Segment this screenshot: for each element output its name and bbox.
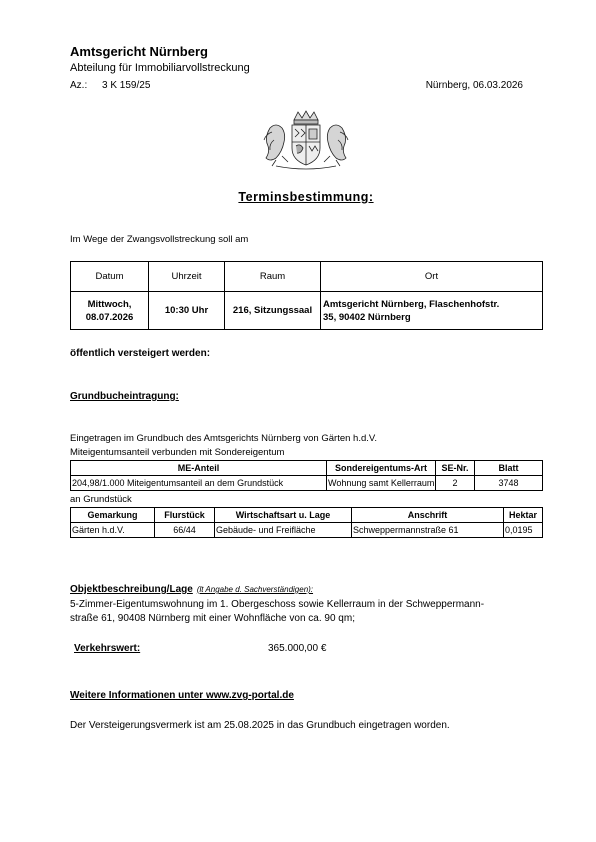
grundstueck-table	[70, 507, 543, 538]
header-uhrzeit: Uhrzeit	[149, 262, 225, 292]
objekt-heading	[70, 584, 313, 595]
table-header-row	[71, 508, 543, 523]
table-header-row	[71, 461, 543, 476]
court-name: Amtsgericht Nürnberg	[70, 44, 208, 59]
objekt-heading-title: Objektbeschreibung/Lage	[70, 584, 193, 595]
header-blatt: Blatt	[475, 461, 543, 476]
termin-time: 10:30 Uhr	[149, 292, 225, 330]
table-row	[71, 523, 543, 538]
termin-date	[71, 292, 149, 330]
header-wirtschaftsart: Wirtschaftsart u. Lage	[215, 508, 352, 523]
grundbuch-line1: Eingetragen im Grundbuch des Amtsgerichts Nürnberg von Gärten h.d.V.	[70, 433, 377, 444]
verkehrswert-label: Verkehrswert:	[74, 643, 141, 654]
header-sondereigentum: Sondereigentums-Art	[327, 461, 436, 476]
termin-location-line2: 35, 90402 Nürnberg	[323, 311, 411, 323]
termin-room: 216, Sitzungssaal	[225, 292, 321, 330]
gemarkung-value: Gärten h.d.V.	[71, 523, 155, 538]
case-number-value: 3 K 159/25	[102, 80, 151, 91]
termin-location	[321, 292, 543, 330]
case-number-label: Az.:	[70, 80, 88, 91]
se-nr-value: 2	[436, 476, 475, 491]
header-flurstueck: Flurstück	[155, 508, 215, 523]
verkehrswert-value: 365.000,00 €	[268, 643, 327, 654]
termin-weekday: Mittwoch,	[87, 298, 132, 310]
document-title: Terminsbestimmung:	[238, 190, 374, 204]
wirtschaftsart-value: Gebäude- und Freifläche	[215, 523, 352, 538]
grundbuch-line2: Miteigentumsanteil verbunden mit Sondereigentum	[70, 447, 285, 458]
place-date: Nürnberg, 06.03.2026	[425, 80, 523, 91]
flurstueck-value: 66/44	[155, 523, 215, 538]
me-anteil-value: 204,98/1.000 Miteigentumsanteil an dem Grundstück	[71, 476, 327, 491]
objekt-heading-note: (lt Angabe d. Sachverständigen):	[196, 585, 314, 594]
header-gemarkung: Gemarkung	[71, 508, 155, 523]
objekt-line2: straße 61, 90408 Nürnberg mit einer Wohnfläche von ca. 90 qm;	[70, 613, 355, 624]
more-info-link[interactable]: Weitere Informationen unter www.zvg-portal.de	[70, 690, 294, 701]
termin-table	[70, 261, 543, 330]
versteigerungsvermerk-note: Der Versteigerungsvermerk ist am 25.08.2025 in das Grundbuch eingetragen worden.	[70, 720, 450, 731]
anschrift-value: Schweppermannstraße 61	[352, 523, 504, 538]
termin-location-line1: Amtsgericht Nürnberg, Flaschenhofstr.	[323, 298, 500, 310]
header-me-anteil: ME-Anteil	[71, 461, 327, 476]
header-se-nr: SE-Nr.	[436, 461, 475, 476]
termin-date-value: 08.07.2026	[85, 311, 134, 323]
bavarian-coat-of-arms-icon	[262, 110, 350, 172]
header-datum: Datum	[71, 262, 149, 292]
header-raum: Raum	[225, 262, 321, 292]
blatt-value: 3748	[475, 476, 543, 491]
hektar-value: 0,0195	[504, 523, 543, 538]
objekt-line1: 5-Zimmer-Eigentumswohnung im 1. Obergeschoss sowie Kellerraum in der Schweppermann-	[70, 599, 485, 610]
case-number	[70, 80, 150, 91]
sondereigentum-value: Wohnung samt Kellerraum	[327, 476, 436, 491]
header-ort: Ort	[321, 262, 543, 292]
an-grundstueck: an Grundstück	[70, 494, 132, 505]
me-anteil-table	[70, 460, 543, 491]
table-header-row	[71, 262, 543, 292]
header-hektar: Hektar	[504, 508, 543, 523]
sold-text: öffentlich versteigert werden:	[70, 348, 211, 359]
table-row	[71, 476, 543, 491]
grundbuch-heading: Grundbucheintragung:	[70, 391, 179, 402]
table-row	[71, 292, 543, 330]
intro-text: Im Wege der Zwangsvollstreckung soll am	[70, 234, 249, 245]
header-anschrift: Anschrift	[352, 508, 504, 523]
department: Abteilung für Immobiliarvollstreckung	[70, 62, 250, 74]
